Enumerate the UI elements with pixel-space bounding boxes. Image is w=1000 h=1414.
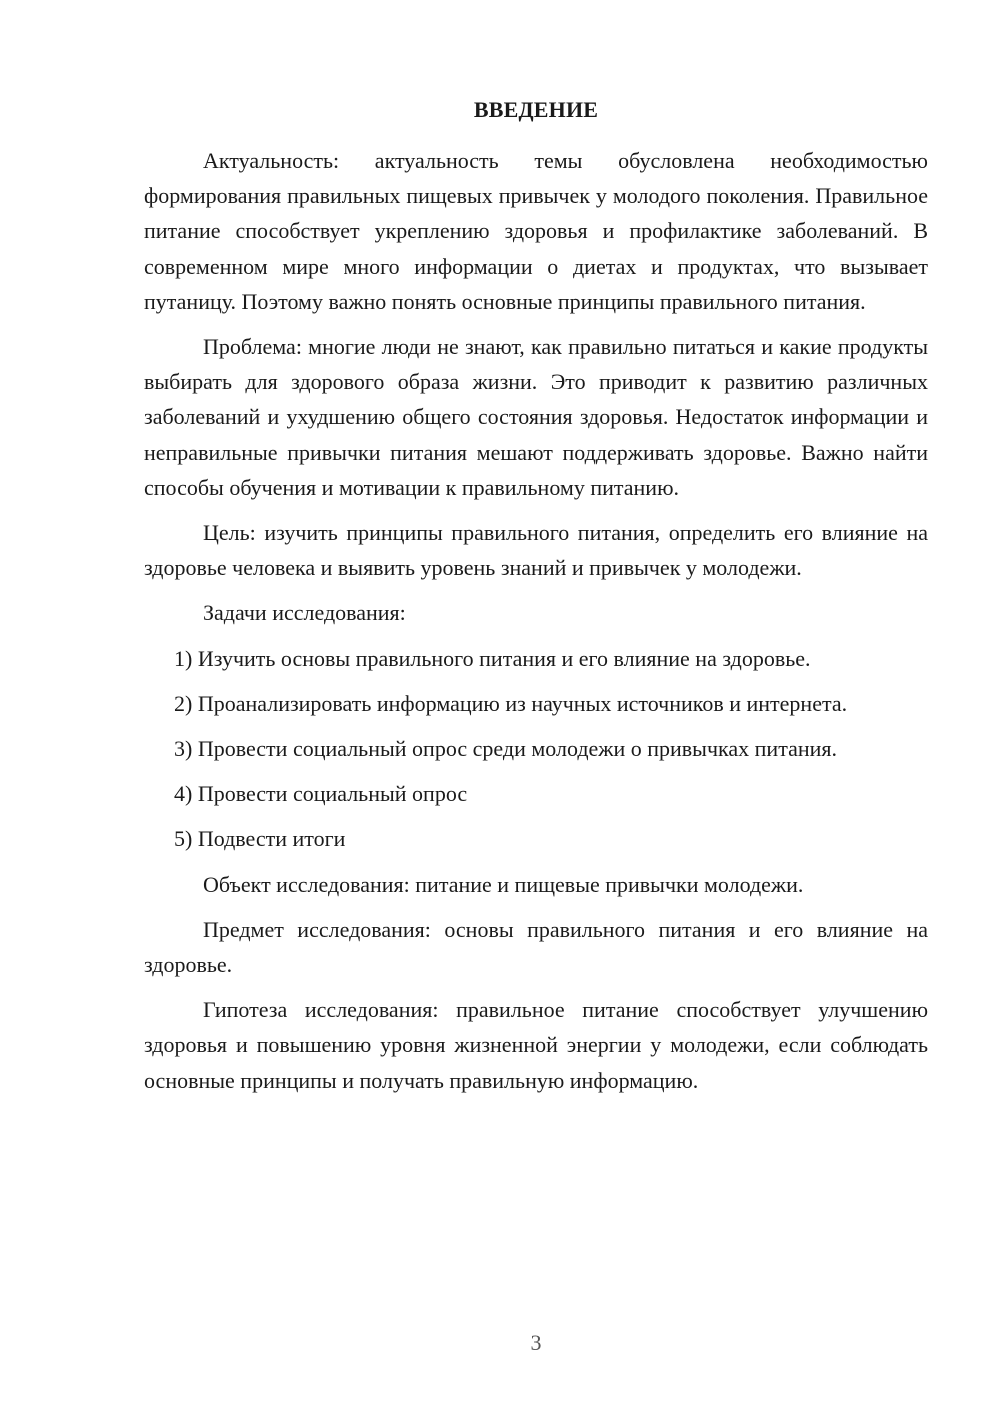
task-item: 5) Подвести итоги: [174, 826, 346, 852]
paragraph-hypothesis: Гипотеза исследования: правильное питание способствует улучшению здоровья и повышению уровня жизненной энергии у молодежи, если соблюдать основные принципы и получать правильную информацию.: [144, 997, 928, 1093]
paragraph-relevance: Актуальность: актуальность темы обусловлена необходимостью формирования правильных пищевых привычек у молодого поколения. Правильное питание способствует укреплению здоровья и профилактике заболеваний. В современном мире много информации о диетах и продуктах, что вызывает путаницу. Поэтому важно понять основные принципы правильного питания.: [144, 148, 928, 314]
section-title: ВВЕДЕНИЕ: [473, 97, 599, 122]
paragraph-object: Объект исследования: питание и пищевые привычки молодежи.: [203, 871, 804, 897]
task-item: 1) Изучить основы правильного питания и его влияние на здоровье.: [174, 645, 811, 671]
task-item: 4) Провести социальный опрос: [174, 781, 468, 807]
task-item: 3) Провести социальный опрос среди молодежи о привычках питания.: [174, 736, 838, 762]
paragraph-goal: Цель: изучить принципы правильного питания, определить его влияние на здоровье человека и выявить уровень знаний и привычек у молодежи.: [144, 520, 928, 581]
paragraph-subject: Предмет исследования: основы правильного питания и его влияние на здоровье.: [144, 916, 928, 978]
tasks-list: [144, 641, 928, 857]
tasks-heading: Задачи исследования:: [203, 600, 406, 626]
task-item: 2) Проанализировать информацию из научных источников и интернета.: [174, 690, 848, 716]
paragraph-problem: Проблема: многие люди не знают, как правильно питаться и какие продукты выбирать для здорового образа жизни. Это приводит к развитию различных заболеваний и ухудшению общего состояния здоровья. Недостаток информации и неправильные привычки питания мешают поддерживать здоровье. Важно найти способы обучения и мотивации к правильному питанию.: [144, 334, 928, 500]
document-page: [144, 92, 928, 1108]
page-number: 3: [530, 1330, 542, 1355]
